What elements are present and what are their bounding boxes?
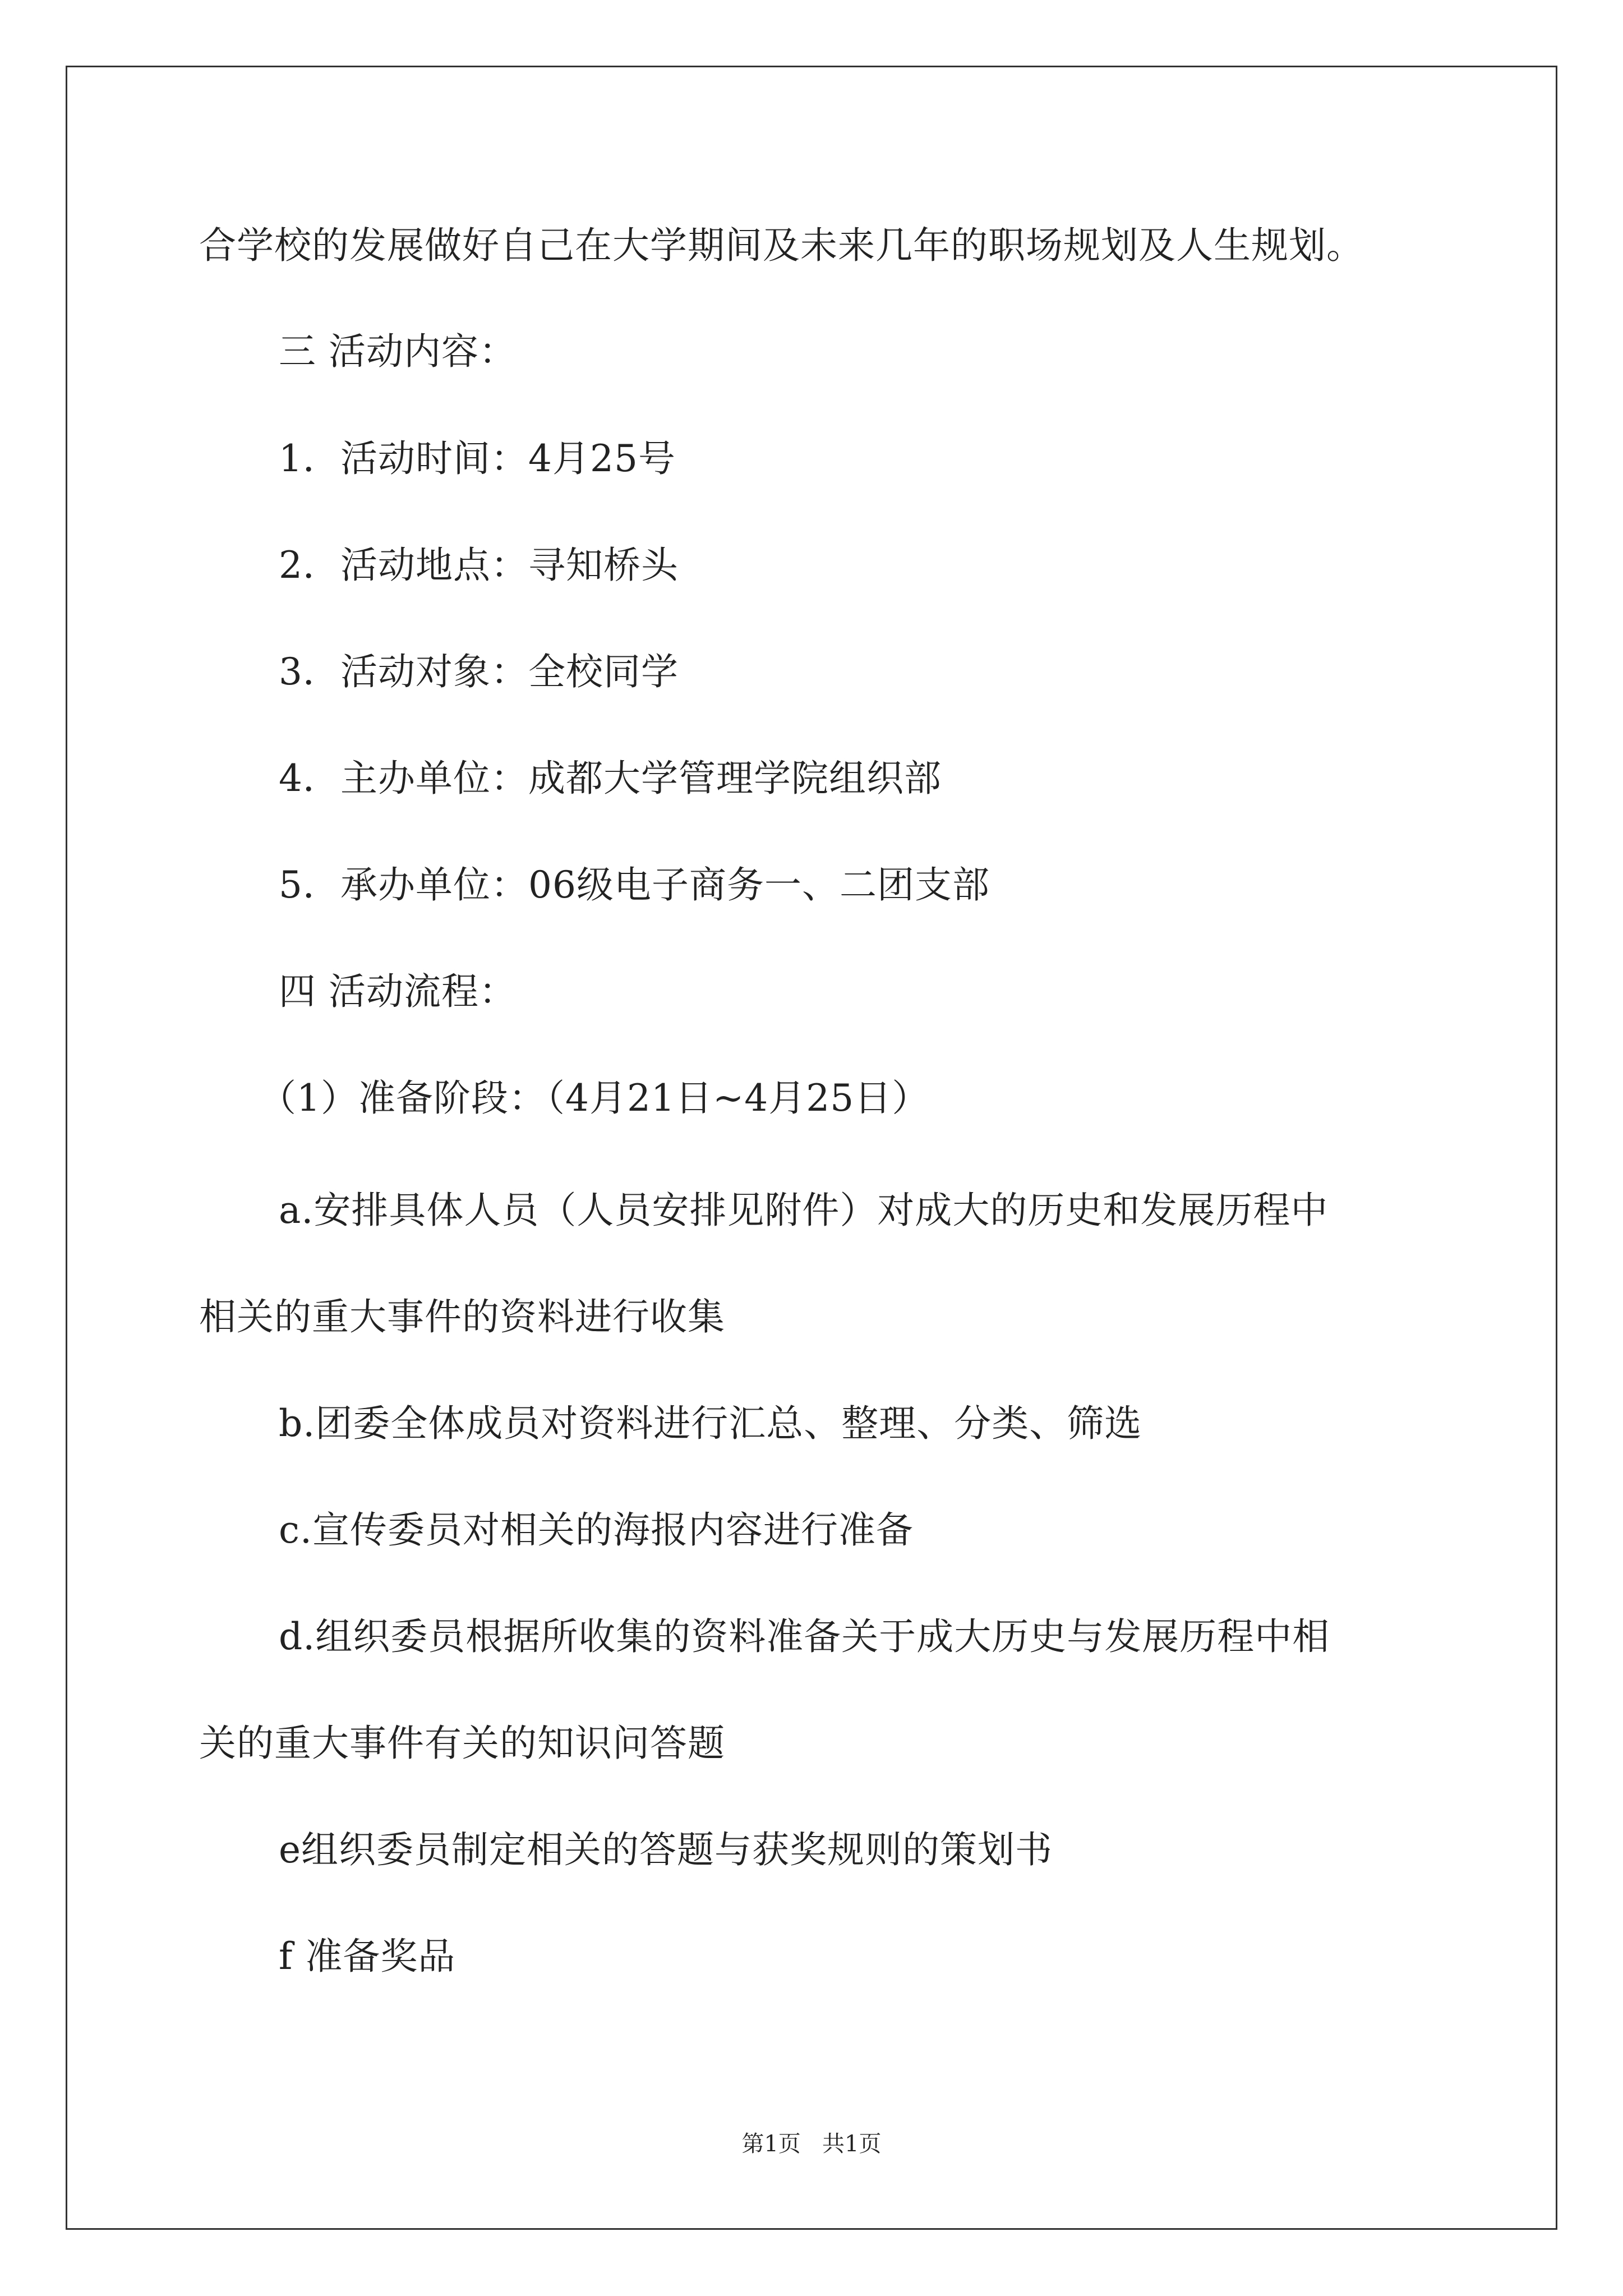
text-line: 1．活动时间：4月25号 xyxy=(279,437,676,480)
page-border xyxy=(66,66,1557,2230)
text-line: 2．活动地点：寻知桥头 xyxy=(279,544,679,587)
text-line: e组织委员制定相关的答题与获奖规则的策划书 xyxy=(279,1828,1053,1871)
text-line: f 准备奖品 xyxy=(279,1935,456,1978)
text-line: 3．活动对象：全校同学 xyxy=(279,650,679,693)
text-line: a.安排具体人员（人员安排见附件）对成大的历史和发展历程中 xyxy=(279,1189,1329,1232)
text-line: （1）准备阶段：（4月21日~4月25日） xyxy=(259,1076,930,1120)
section-heading: 三 活动内容： xyxy=(279,330,517,373)
text-line: d.组织委员根据所收集的资料准备关于成大历史与发展历程中相 xyxy=(279,1615,1330,1658)
text-line: 关的重大事件有关的知识问答题 xyxy=(199,1722,725,1765)
text-line: 相关的重大事件的资料进行收集 xyxy=(199,1295,725,1338)
page-footer: 第1页 共1页 xyxy=(741,2131,882,2157)
text-line: 合学校的发展做好自己在大学期间及未来几年的职场规划及人生规划。 xyxy=(199,224,1364,267)
section-heading: 四 活动流程： xyxy=(279,970,517,1013)
text-line: b.团委全体成员对资料进行汇总、整理、分类、筛选 xyxy=(279,1402,1142,1445)
text-line: c.宣传委员对相关的海报内容进行准备 xyxy=(279,1508,914,1552)
text-line: 4．主办单位：成都大学管理学院组织部 xyxy=(279,757,942,800)
text-line: 5．承办单位：06级电子商务一、二团支部 xyxy=(279,863,990,907)
